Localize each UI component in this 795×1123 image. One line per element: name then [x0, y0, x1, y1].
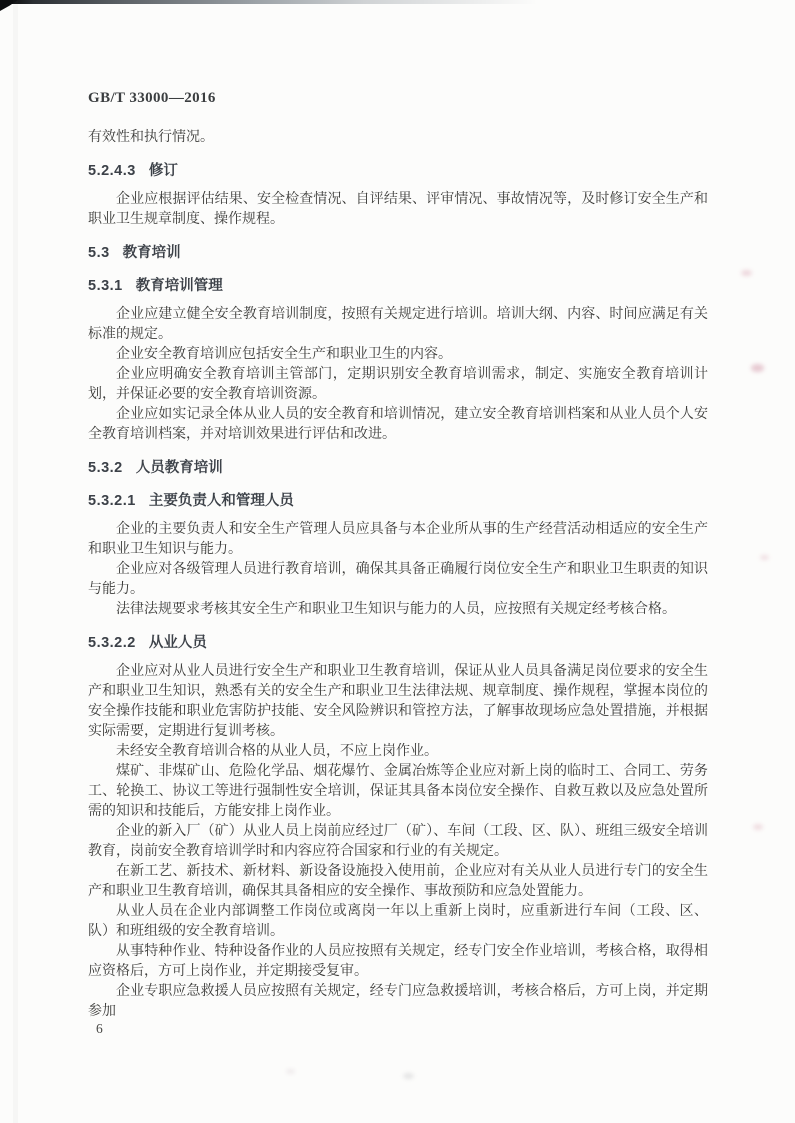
body-paragraph: 在新工艺、新技术、新材料、新设备设施投入使用前，企业应对有关从业人员进行专门的安全生产和职业卫生教育培训，确保其具备相应的安全操作、事故预防和应急处置能力。 — [88, 864, 708, 899]
section-title: 主要负责人和管理人员 — [148, 493, 294, 509]
body-paragraph: 未经安全教育培训合格的从业人员，不应上岗作业。 — [116, 744, 438, 759]
body-paragraph: 企业的主要负责人和安全生产管理人员应具备与本企业所从事的生产经营活动相适应的安全生产和职业卫生知识与能力。 — [88, 522, 708, 557]
section-number: 5.3.1 — [88, 278, 123, 294]
scan-artifact-left-shade — [13, 0, 18, 1123]
section-number: 5.3 — [88, 245, 110, 261]
section-title: 从业人员 — [148, 635, 207, 651]
continuation-paragraph: 有效性和执行情况。 — [88, 130, 214, 145]
standard-code-header: GB/T 33000—2016 — [88, 90, 216, 106]
section-heading-5-3-2-1 — [88, 491, 708, 511]
body-paragraph: 法律法规要求考核其安全生产和职业卫生知识与能力的人员，应按照有关规定经考核合格。 — [116, 602, 676, 617]
scan-artifact-smudge — [760, 555, 769, 560]
scan-artifact-smudge — [753, 824, 763, 830]
body-paragraph: 企业应明确安全教育培训主管部门，定期识别安全教育培训需求，制定、实施安全教育培训计划，并保证必要的安全教育培训资源。 — [88, 367, 708, 402]
document-body — [88, 88, 708, 1022]
body-paragraph: 企业应根据评估结果、安全检查情况、自评结果、评审情况、事故情况等，及时修订安全生产和职业卫生规章制度、操作规程。 — [88, 192, 708, 227]
section-title: 教育培训管理 — [135, 278, 223, 294]
section-heading-5-2-4-3 — [88, 161, 708, 181]
scan-artifact-smudge — [286, 1069, 295, 1074]
body-paragraph: 企业应如实记录全体从业人员的安全教育和培训情况，建立安全教育培训档案和从业人员个人安全教育培训档案，并对培训效果进行评估和改进。 — [88, 407, 708, 442]
section-title: 人员教育培训 — [135, 460, 223, 476]
body-paragraph: 企业安全教育培训应包括安全生产和职业卫生的内容。 — [116, 347, 452, 362]
body-paragraph: 企业应对各级管理人员进行教育培训，确保其具备正确履行岗位安全生产和职业卫生职责的知识与能力。 — [88, 562, 708, 597]
page-number: 6 — [96, 1021, 103, 1036]
body-paragraph: 企业应对从业人员进行安全生产和职业卫生教育培训，保证从业人员具备满足岗位要求的安全生产和职业卫生知识，熟悉有关的安全生产和职业卫生法律法规、规章制度、操作规程，掌握本岗位的安全操作技能和职业危害防护技能、安全风险辨识和管控方法，了解事故现场应急处置措施，并根据实际需要，定期进行复训考核。 — [88, 664, 708, 739]
section-title: 教育培训 — [122, 245, 181, 261]
body-paragraph: 企业专职应急救援人员应按照有关规定，经专门应急救援培训，考核合格后，方可上岗，并定期参加 — [88, 984, 708, 1019]
scan-artifact-smudge — [751, 364, 764, 372]
section-number: 5.3.2.1 — [88, 493, 136, 509]
section-number: 5.3.2.2 — [88, 635, 136, 651]
scan-artifact-smudge — [403, 1073, 414, 1079]
body-paragraph: 从事特种作业、特种设备作业的人员应按照有关规定，经专门安全作业培训，考核合格，取得相应资格后，方可上岗作业，并定期接受复审。 — [88, 944, 708, 979]
scan-artifact-smudge — [741, 270, 752, 276]
body-paragraph: 企业的新入厂（矿）从业人员上岗前应经过厂（矿）、车间（工段、区、队）、班组三级安全培训教育，岗前安全教育培训学时和内容应符合国家和行业的有关规定。 — [88, 824, 708, 859]
body-paragraph: 企业应建立健全安全教育培训制度，按照有关规定进行培训。培训大纲、内容、时间应满足有关标准的规定。 — [88, 307, 708, 342]
section-heading-5-3-2 — [88, 458, 708, 478]
section-title: 修订 — [148, 163, 178, 179]
body-paragraph: 煤矿、非煤矿山、危险化学品、烟花爆竹、金属冶炼等企业应对新上岗的临时工、合同工、劳务工、轮换工、协议工等进行强制性安全培训，保证其具备本岗位安全操作、自救互救以及应急处置所需的知识和技能后，方能安排上岗作业。 — [88, 764, 708, 819]
section-heading-5-3 — [88, 243, 708, 263]
body-paragraph: 从业人员在企业内部调整工作岗位或离岗一年以上重新上岗时，应重新进行车间（工段、区、队）和班组级的安全教育培训。 — [88, 904, 708, 939]
section-heading-5-3-1 — [88, 276, 708, 296]
section-number: 5.2.4.3 — [88, 163, 136, 179]
section-heading-5-3-2-2 — [88, 633, 708, 653]
scan-artifact-top-edge — [0, 0, 560, 4]
section-number: 5.3.2 — [88, 460, 123, 476]
